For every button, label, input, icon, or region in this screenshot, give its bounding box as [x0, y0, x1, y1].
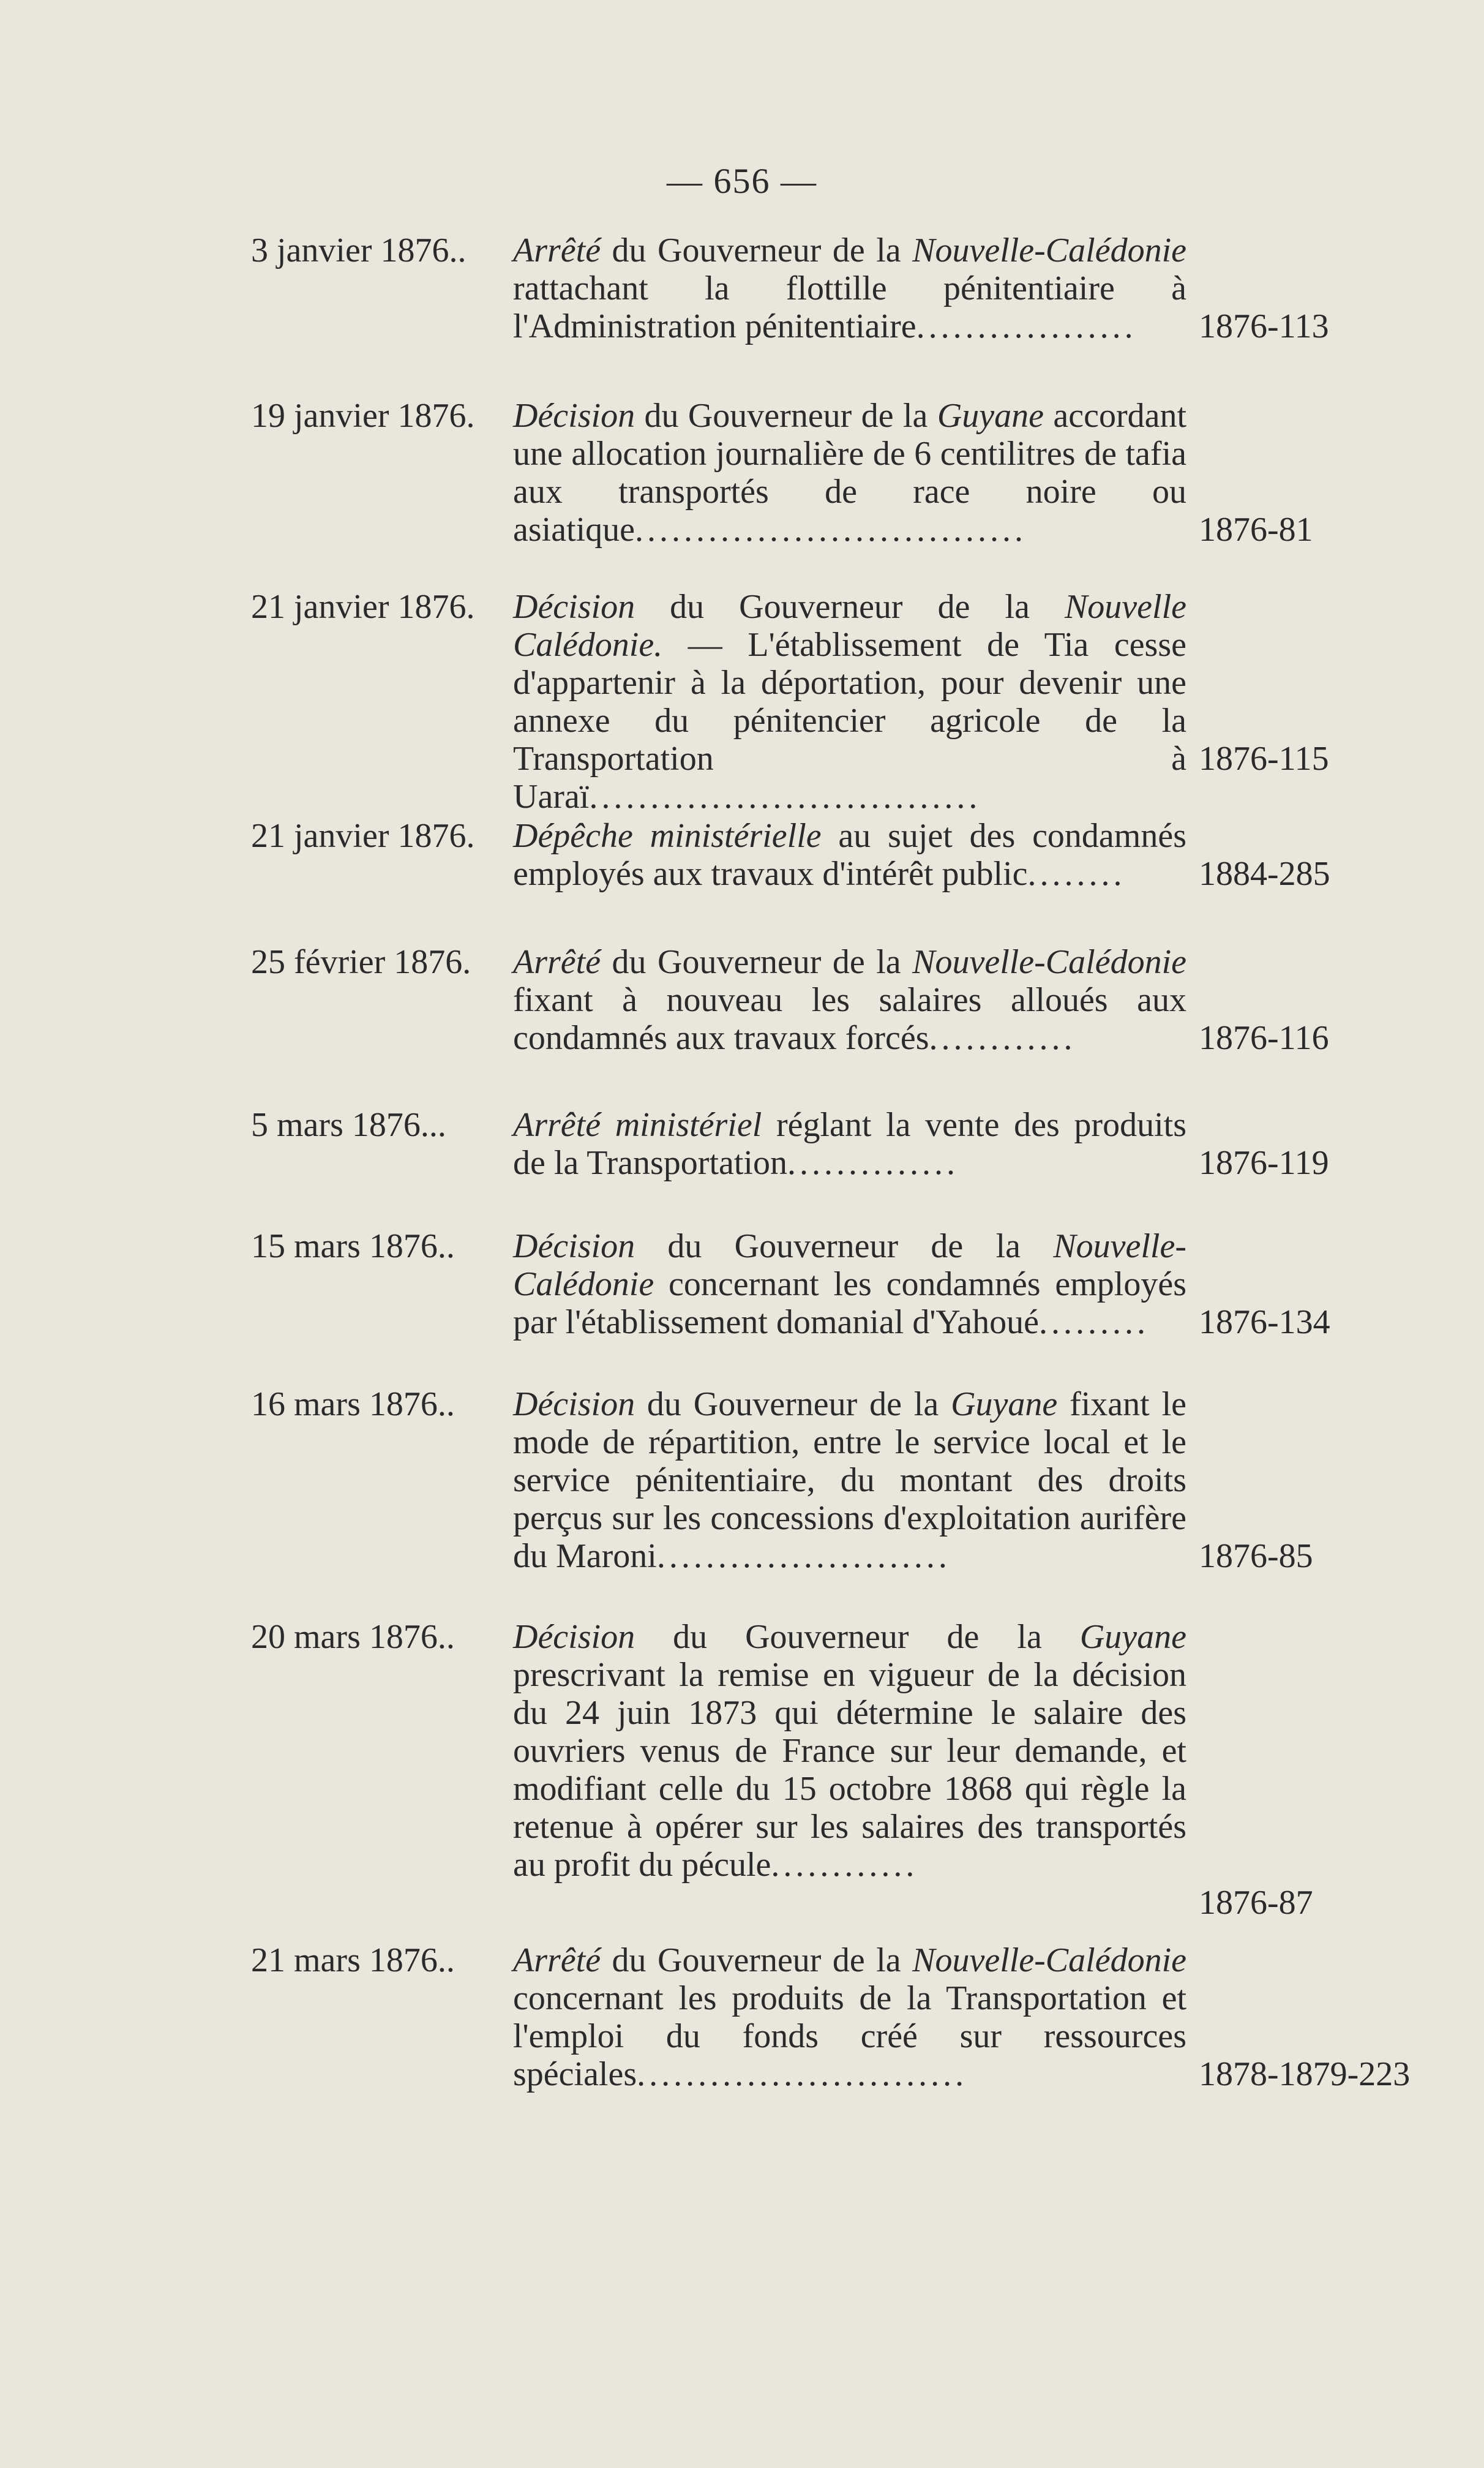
dot-leader: ................................	[589, 778, 981, 816]
entry-description: accordant une allocation journalière de 6 centilitres de tafia aux transportés de race noire ou asiatique	[513, 397, 1187, 549]
entry-reference: 1876-87	[1199, 1884, 1313, 1922]
entry-text	[513, 1941, 1186, 2093]
entry-authority: du Gouverneur de la	[635, 1618, 1080, 1656]
entry-type: Arrêté	[513, 943, 601, 981]
entry-type: Arrêté	[513, 231, 601, 269]
entry-description: concernant les produits de la Transportation et l'emploi du fonds créé sur ressources spéciales	[513, 1979, 1186, 2093]
entry-date: 19 janvier 1876.	[251, 397, 475, 435]
entry-reference: 1884-285	[1199, 855, 1330, 893]
entry-date: 3 janvier 1876..	[251, 231, 467, 269]
entry-reference: 1878-1879-223	[1199, 2055, 1411, 2093]
entry-text	[513, 1106, 1186, 1182]
entry-type: Décision	[513, 1618, 635, 1656]
entry-place: Guyane	[951, 1385, 1058, 1423]
entry-type: Décision	[513, 1385, 635, 1423]
entry-date: 5 mars 1876...	[251, 1106, 446, 1144]
entry-text	[513, 1385, 1186, 1575]
entry-place: Nouvelle-Calédonie	[912, 1941, 1186, 1979]
entry-description: au sujet des condamnés employés aux travaux d'intérêt public	[513, 817, 1186, 893]
entry-text	[513, 1227, 1186, 1341]
entry-authority: du Gouverneur de la	[601, 943, 913, 981]
page-number: — 656 —	[667, 161, 817, 201]
entry-date: 20 mars 1876..	[251, 1618, 455, 1656]
entry-reference: 1876-81	[1199, 511, 1313, 549]
dot-leader: ............	[929, 1019, 1076, 1057]
entry-date: 15 mars 1876..	[251, 1227, 455, 1265]
dot-leader: ..............	[787, 1144, 959, 1182]
entry-description: prescrivant la remise en vigueur de la décision du 24 juin 1873 qui détermine le salaire des ouvriers venus de France sur leur demande, et modifiant celle du 15 octobre 1868 qui règle la retenue à opérer sur les salaires des transportés au profit du pécule	[513, 1656, 1186, 1884]
entry-reference: 1876-85	[1199, 1537, 1313, 1575]
dot-leader: ........................	[656, 1537, 951, 1575]
dot-leader: ............	[771, 1846, 918, 1884]
entry-description: fixant à nouveau les salaires alloués aux condamnés aux travaux forcés	[513, 981, 1186, 1057]
dot-leader: ........	[1027, 855, 1126, 893]
entry-text	[513, 588, 1186, 816]
entry-text	[513, 1618, 1186, 1884]
entry-description: — L'établissement de Tia cesse d'appartenir à la déportation, pour devenir une annexe du pénitencier agricole de la Transportation à Uaraï	[513, 626, 1186, 816]
entry-type: Décision	[513, 588, 635, 626]
entry-date: 25 février 1876.	[251, 943, 471, 981]
entry-description: rattachant la flottille pénitentiaire à l'Administration pénitentiaire	[513, 269, 1186, 345]
entry-date: 21 janvier 1876.	[251, 817, 475, 855]
entry-reference: 1876-115	[1199, 740, 1329, 778]
entry-place: Nouvelle-Calédonie	[513, 1227, 1186, 1303]
entry-description: réglant la vente des produits de la Transportation	[513, 1106, 1186, 1182]
entry-place: Nouvelle-Calédonie	[912, 943, 1186, 981]
entry-reference: 1876-113	[1199, 307, 1329, 345]
entry-place: Guyane	[937, 397, 1044, 435]
entry-authority: du Gouverneur de la	[635, 1385, 951, 1423]
entry-place: Nouvelle Calédonie.	[513, 588, 1186, 664]
entry-reference: 1876-116	[1199, 1019, 1329, 1057]
entry-type: Arrêté	[513, 1941, 601, 1979]
dot-leader: ................................	[635, 511, 1027, 549]
entry-authority: du Gouverneur de la	[635, 1227, 1054, 1265]
entry-reference: 1876-119	[1199, 1144, 1329, 1182]
entry-type: Arrêté ministériel	[513, 1106, 762, 1144]
entry-date: 21 mars 1876..	[251, 1941, 455, 1979]
entry-text	[513, 397, 1186, 549]
entry-place: Guyane	[1079, 1618, 1186, 1656]
dot-leader: .........	[1038, 1303, 1149, 1341]
entry-type: Dépêche ministérielle	[513, 817, 822, 855]
entry-reference: 1876-134	[1199, 1303, 1330, 1341]
entry-description: concernant les condamnés employés par l'établissement domanial d'Yahoué	[513, 1265, 1186, 1341]
entry-place: Nouvelle-Calédonie	[912, 231, 1186, 269]
entry-type: Décision	[513, 1227, 635, 1265]
entry-authority: du Gouverneur de la	[635, 397, 937, 435]
entry-text	[513, 943, 1186, 1057]
entry-date: 21 janvier 1876.	[251, 588, 475, 626]
entry-authority: du Gouverneur de la	[601, 1941, 913, 1979]
entry-text	[513, 817, 1186, 893]
entry-text	[513, 231, 1186, 345]
dot-leader: ...........................	[637, 2055, 968, 2093]
entry-type: Décision	[513, 397, 635, 435]
entry-date: 16 mars 1876..	[251, 1385, 455, 1423]
dot-leader: ..................	[916, 307, 1137, 345]
entry-authority: du Gouverneur de la	[601, 231, 913, 269]
entry-description: fixant le mode de répartition, entre le service local et le service pénitentiaire, du montant des droits perçus sur les concessions d'exploitation aurifère du Maroni	[513, 1385, 1186, 1575]
entry-authority: du Gouverneur de la	[635, 588, 1065, 626]
